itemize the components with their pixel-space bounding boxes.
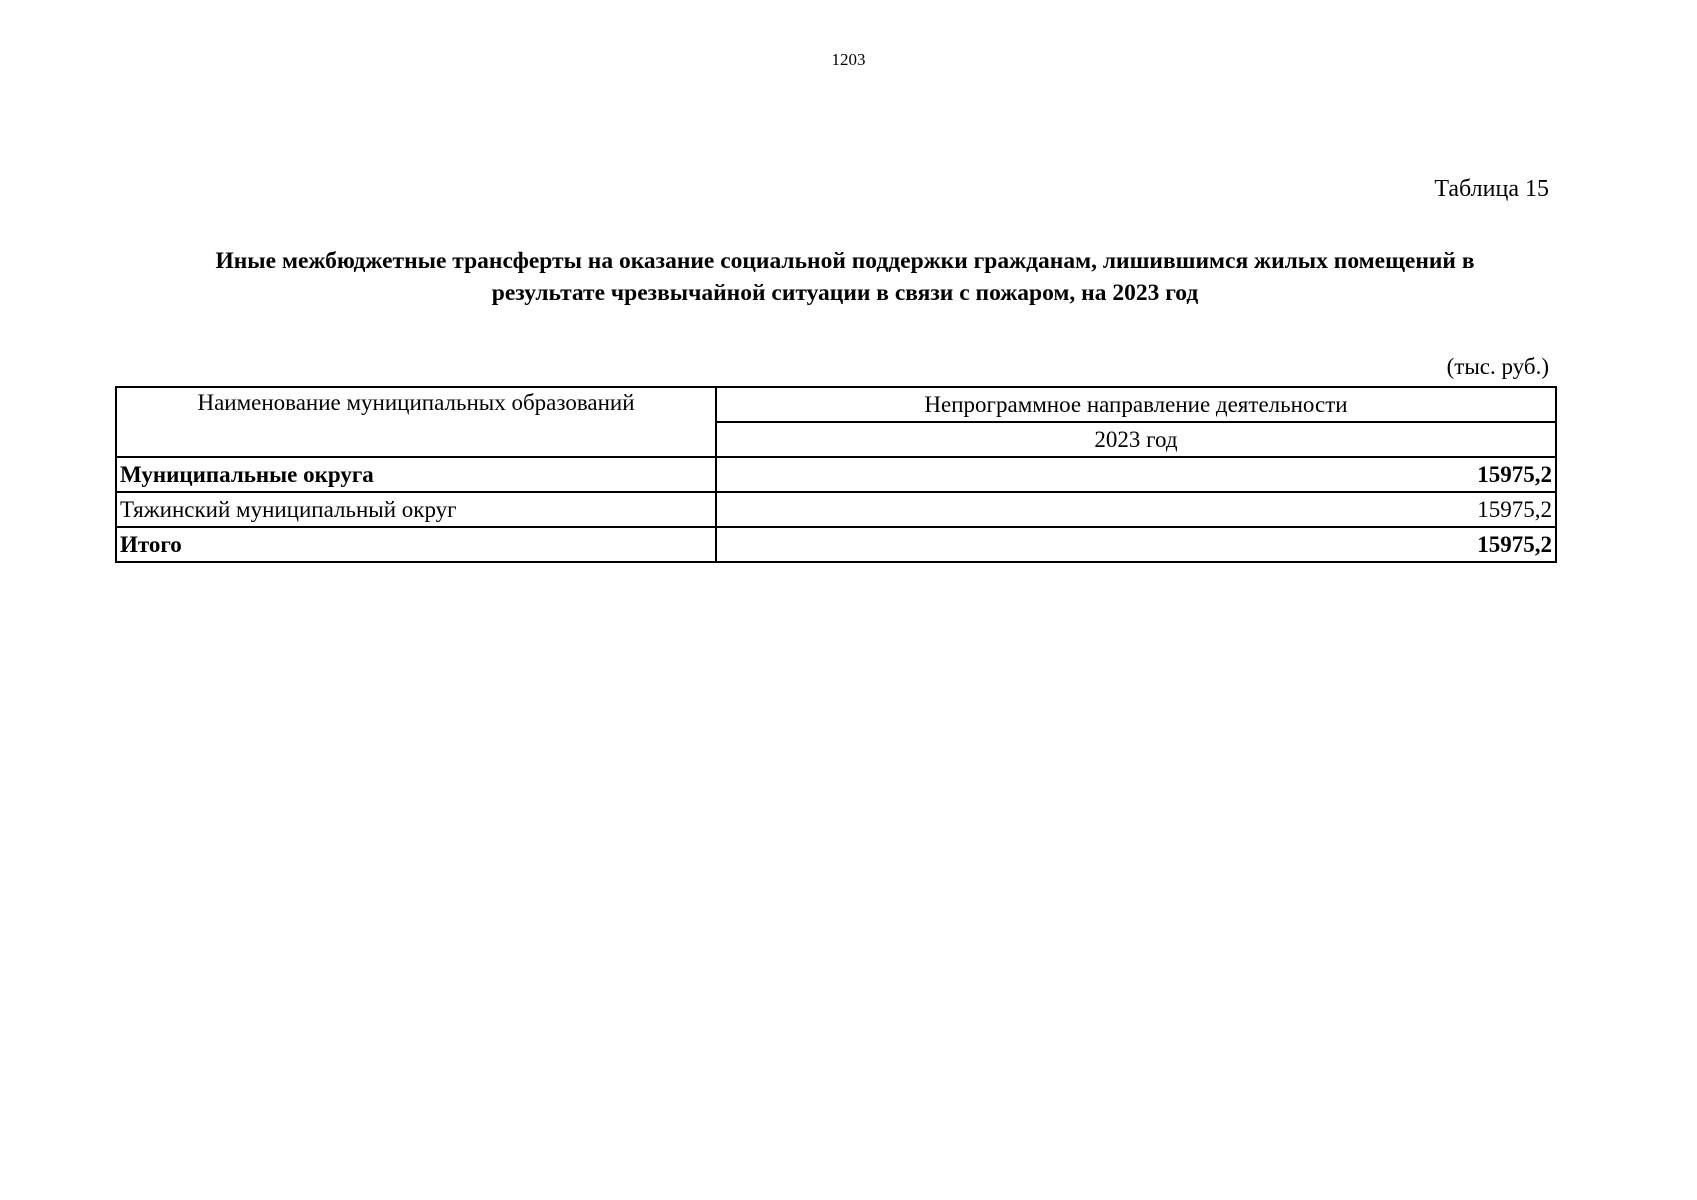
row-name: Итого [116,527,716,562]
document-title-line-2: результате чрезвычайной ситуации в связи с пожаром, на 2023 год [491,280,1199,306]
document-title [115,245,1575,309]
header-year: 2023 год [716,422,1556,457]
table-row-total [116,527,1556,562]
header-municipality-name: Наименование муниципальных образований [116,387,716,457]
row-name: Тяжинский муниципальный округ [116,492,716,527]
row-name: Муниципальные округа [116,457,716,492]
document-title-line-1: Иные межбюджетные трансферты на оказание социальной поддержки гражданам, лишившимся жилых помещений в [215,248,1475,274]
header-direction: Непрограммное направление деятельности [716,387,1556,422]
table-label: Таблица 15 [1434,176,1549,202]
row-value: 15975,2 [716,492,1556,527]
table-row [116,457,1556,492]
units-label: (тыс. руб.) [1446,354,1549,379]
table-row [116,492,1556,527]
row-value: 15975,2 [716,527,1556,562]
transfers-table [115,386,1557,563]
table-header-row [116,387,1556,422]
page-number: 1203 [831,50,866,69]
row-value: 15975,2 [716,457,1556,492]
